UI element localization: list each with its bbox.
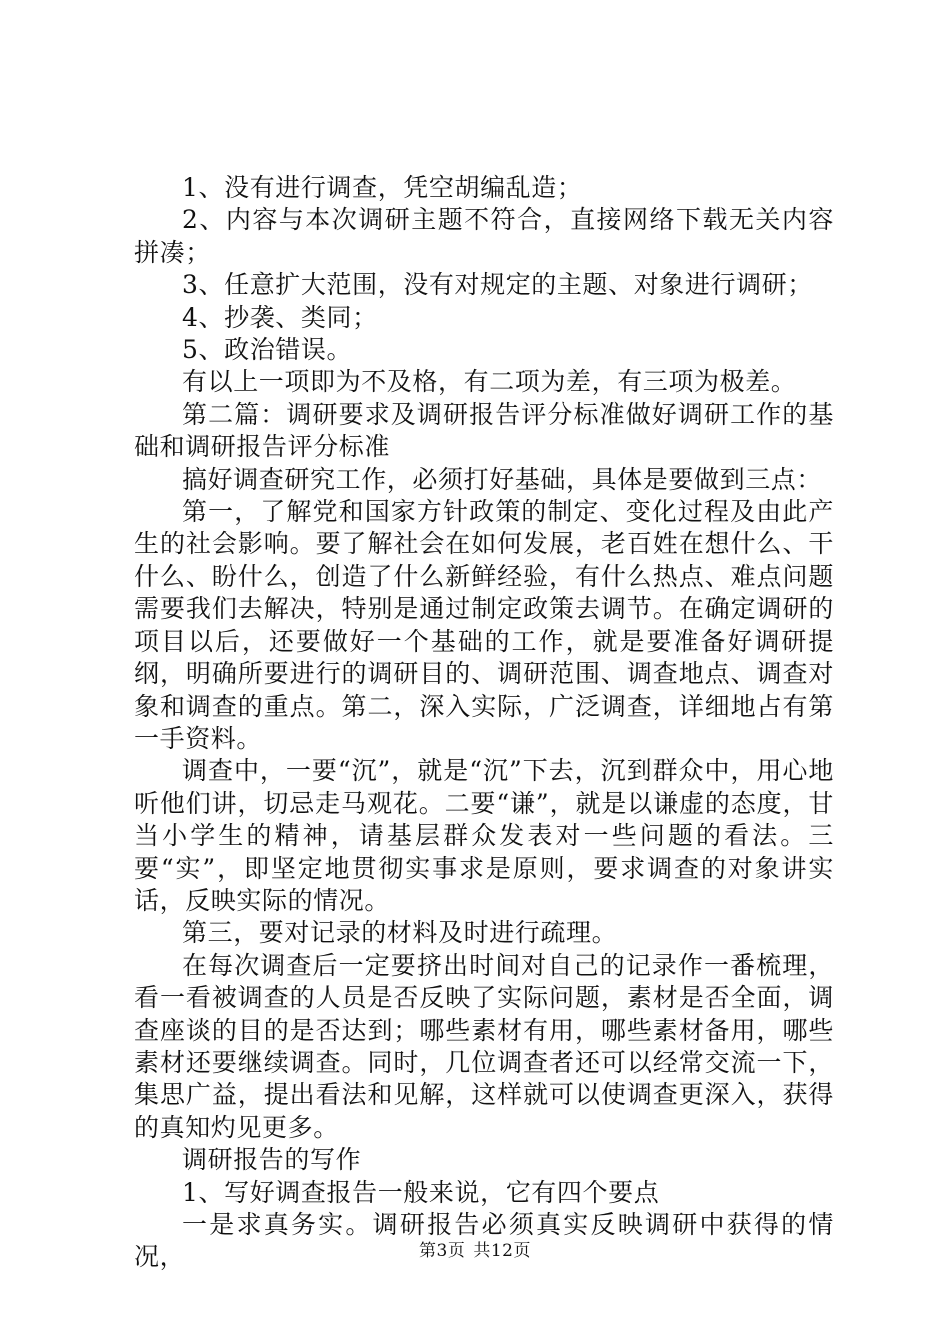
paragraph: 搞好调查研究工作，必须打好基础，具体是要做到三点： xyxy=(182,464,823,494)
page-total: 共12页 xyxy=(473,1241,531,1261)
page-number: 第3页 xyxy=(419,1241,466,1261)
paragraph: 在每次调查后一定要挤出时间对自己的记录作一番梳理，看一看被调查的人员是否反映了实际问题，素材是否全面，调查座谈的目的是否达到；哪些素材有用，哪些素材备用，哪些素材还要继续调查。同时，几位调查者还可以经常交流一下，集思广益，提出看法和见解，这样就可以使调查更深入，获得的真知灼见更多。 xyxy=(134,950,834,1142)
paragraph: 一是求真务实。调研报告必须真实反映调研中获得的情况， xyxy=(134,1210,834,1272)
paragraph: 第三，要对记录的材料及时进行疏理。 xyxy=(182,918,618,948)
paragraph: 1、没有进行调查，凭空胡编乱造； xyxy=(182,173,583,202)
paragraph: 5、政治错误。 xyxy=(182,335,353,365)
document-body xyxy=(134,172,834,1274)
paragraph: 3、任意扩大范围，没有对规定的主题、对象进行调研； xyxy=(182,270,813,300)
paragraph: 第一，了解党和国家方针政策的制定、变化过程及由此产生的社会影响。要了解社会在如何发展，老百姓在想什么、干什么、盼什么，创造了什么新鲜经验，有什么热点、难点问题需要我们去解决，特别是通过制定政策去调节。在确定调研的项目以后，还要做好一个基础的工作，就是要准备好调研提纲，明确所要进行的调研目的、调研范围、调查地点、调查对象和调查的重点。第二，深入实际，广泛调查，详细地占有第一手资料。 xyxy=(134,497,834,753)
paragraph: 调查中，一要“沉”，就是“沉”下去，沉到群众中，用心地听他们讲，切忌走马观花。二要“谦”，就是以谦虚的态度，甘当小学生的精神，请基层群众发表对一些问题的看法。三要“实”，即坚定地贯彻实事求是原则，要求调查的对象讲实话，反映实际的情况。 xyxy=(134,756,834,915)
subsection-heading: 调研报告的写作 xyxy=(182,1145,362,1175)
paragraph: 4、抄袭、类同； xyxy=(182,302,378,332)
section-heading: 第二篇：调研要求及调研报告评分标准做好调研工作的基础和调研报告评分标准 xyxy=(134,399,834,462)
paragraph: 2、内容与本次调研主题不符合，直接网络下载无关内容拼凑； xyxy=(134,205,834,267)
paragraph: 1、写好调查报告一般来说，它有四个要点 xyxy=(182,1177,660,1207)
paragraph: 有以上一项即为不及格，有二项为差，有三项为极差。 xyxy=(182,367,797,397)
page-footer xyxy=(0,1240,950,1262)
